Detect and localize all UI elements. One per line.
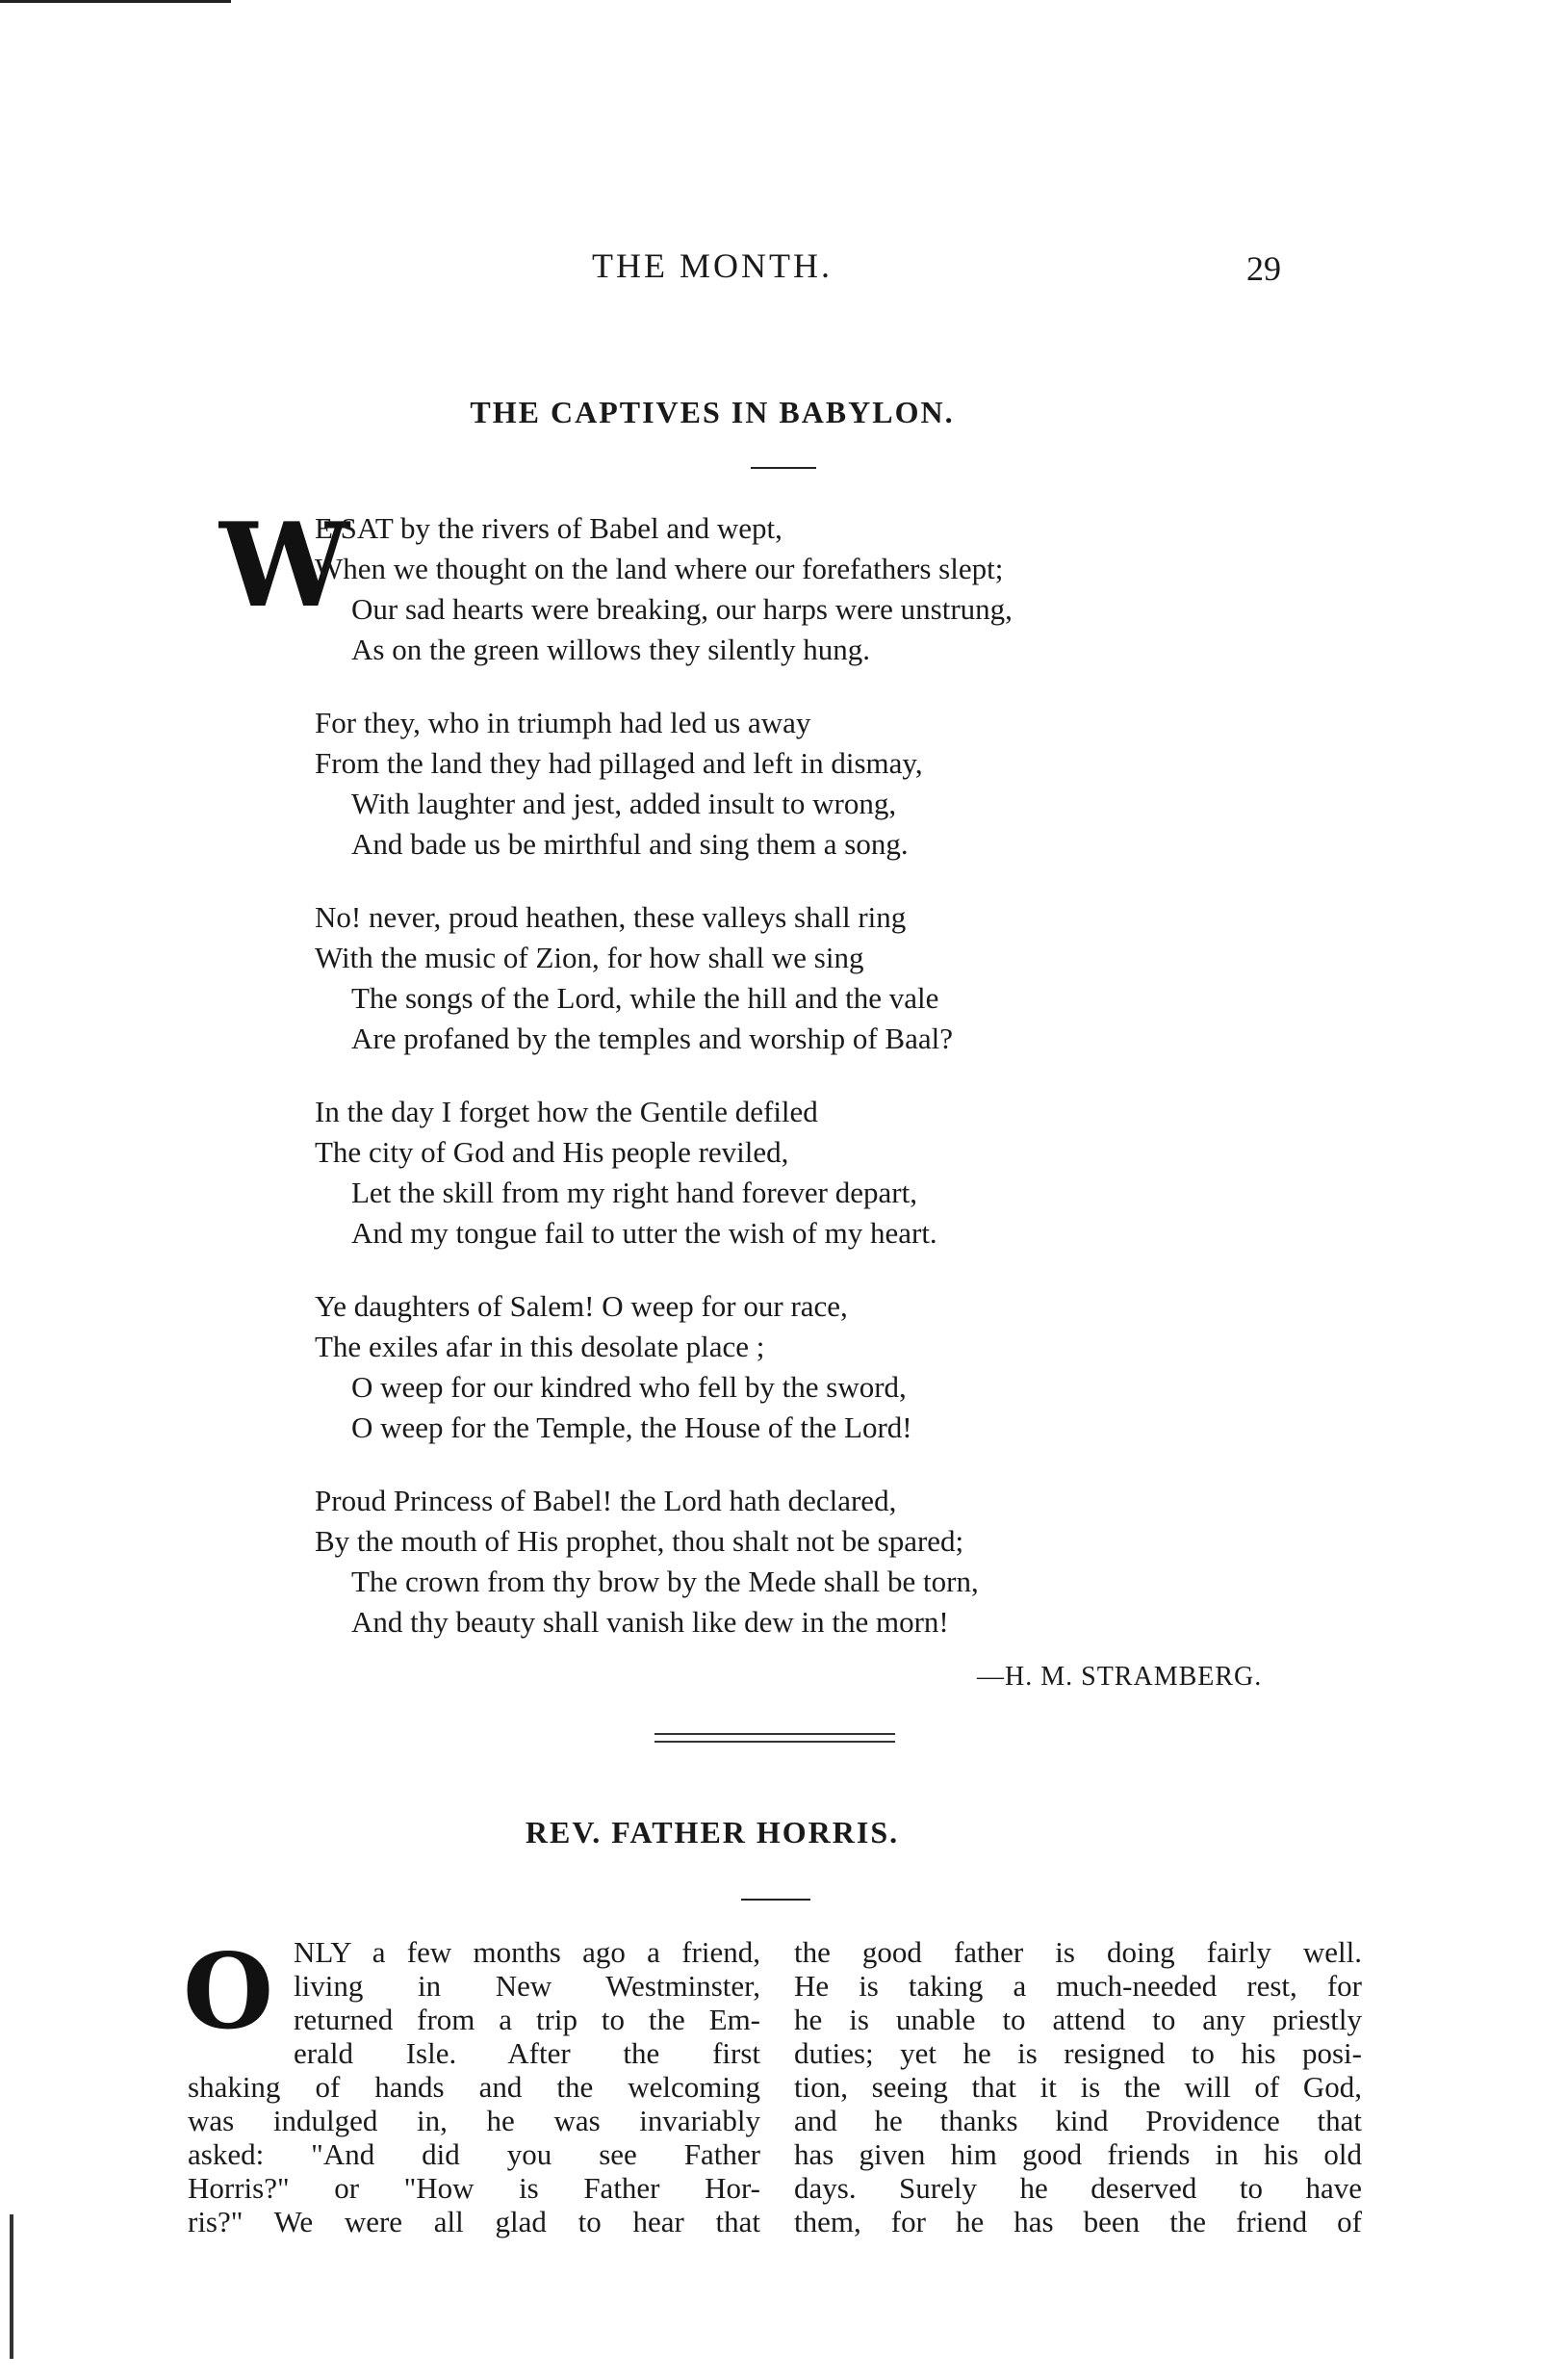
poem-line: And bade us be mirthful and sing them a song. [351,827,909,861]
stanza-6 [315,1481,1277,1643]
column-line: living in New Westminster, [294,1969,760,2003]
poem-line: And thy beauty shall vanish like dew in the morn! [351,1605,949,1639]
article-right-column [794,1935,1362,2238]
stanza-1 [315,508,1277,670]
poem-title: THE CAPTIVES IN BABYLON. [470,395,955,429]
stanza-4 [315,1092,1277,1254]
article-drop-cap: O [183,1931,274,2053]
poem-line: As on the green willows they silently hung. [351,633,870,666]
poem-line: The crown from thy brow by the Mede shall be torn, [351,1565,979,1598]
column-line: has given him good friends in his old [794,2137,1362,2171]
column-line: erald Isle. After the first [294,2036,760,2070]
poem-line: Ye daughters of Salem! O weep for our race, [315,1289,848,1323]
column-line: days. Surely he deserved to have [794,2171,1362,2205]
poem-line: With the music of Zion, for how shall we sing [315,941,864,974]
poem-line: E SAT by the rivers of Babel and wept, [315,511,782,545]
article-left-column [188,1935,760,2238]
column-line: was indulged in, he was invariably [188,2104,760,2137]
stanza-2 [315,703,1277,865]
column-line: tion, seeing that it is the will of God, [794,2070,1362,2104]
poem-line: Let the skill from my right hand forever depart, [351,1176,917,1209]
poem-line: When we thought on the land where our forefathers slept; [315,552,1004,585]
title-rule [751,467,816,469]
poem-line: Proud Princess of Babel! the Lord hath declared, [315,1484,897,1517]
column-line: He is taking a much-needed rest, for [794,1969,1362,2003]
poem-line: Are profaned by the temples and worship of Baal? [351,1022,953,1055]
column-line: he is unable to attend to any priestly [794,2003,1362,2036]
poem-line: The city of God and His people reviled, [315,1135,789,1169]
column-line: returned from a trip to the Em- [294,2003,760,2036]
column-line: and he thanks kind Providence that [794,2104,1362,2137]
poem-line: For they, who in triumph had led us away [315,706,811,739]
poem-line: And my tongue fail to utter the wish of my heart. [351,1216,937,1250]
poem-attribution: —H. M. STRAMBERG. [977,1662,1263,1692]
column-line: duties; yet he is resigned to his posi- [794,2036,1362,2070]
article-title: REV. FATHER HORRIS. [525,1815,900,1850]
poem-body [315,508,1277,1675]
column-line: asked: "And did you see Father [188,2137,760,2171]
column-line: shaking of hands and the welcoming [188,2070,760,2104]
poem-drop-cap: W [219,498,349,634]
top-rule [0,0,231,3]
poem-line: O weep for our kindred who fell by the sword, [351,1370,907,1404]
poem-line: O weep for the Temple, the House of the Lord! [351,1410,912,1444]
poem-line: From the land they had pillaged and left in dismay, [315,746,923,780]
running-title: THE MONTH. [592,246,833,285]
poem-line: No! never, proud heathen, these valleys shall ring [315,900,907,934]
poem-line: In the day I forget how the Gentile defiled [315,1095,818,1128]
article-title-rule [741,1899,810,1901]
section-divider [654,1733,895,1748]
poem-line: The songs of the Lord, while the hill and the vale [351,981,939,1015]
poem-line: Our sad hearts were breaking, our harps were unstrung, [351,592,1013,626]
poem-line: With laughter and jest, added insult to wrong, [351,787,897,820]
column-line: the good father is doing fairly well. [794,1935,1362,1969]
poem-line: By the mouth of His prophet, thou shalt not be spared; [315,1524,964,1558]
column-line: NLY a few months ago a friend, [294,1935,760,1969]
column-line: them, for he has been the friend of [794,2205,1362,2238]
page-number: 29 [1246,249,1281,288]
stanza-3 [315,897,1277,1059]
column-line: ris?" We were all glad to hear that [188,2205,760,2238]
margin-mark [10,2214,13,2359]
column-line: Horris?" or "How is Father Hor- [188,2171,760,2205]
stanza-5 [315,1286,1277,1448]
poem-line: The exiles afar in this desolate place ; [315,1330,765,1363]
